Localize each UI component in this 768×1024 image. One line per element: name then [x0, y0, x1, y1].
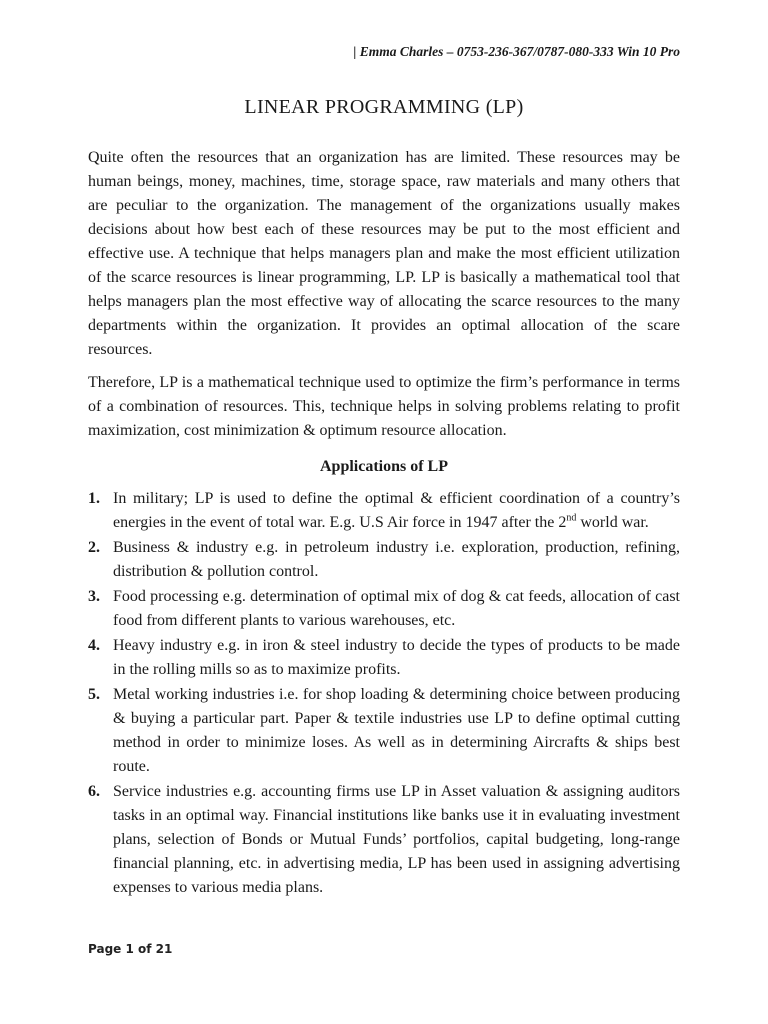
list-number: 4.	[88, 637, 100, 654]
applications-list	[88, 487, 680, 900]
list-text: Food processing e.g. determination of optimal mix of dog & cat feeds, allocation of cast food from different plants to various warehouses, etc.	[113, 588, 680, 629]
list-number: 3.	[88, 588, 100, 605]
list-number: 6.	[88, 783, 100, 800]
list-item	[88, 536, 680, 584]
list-text: Service industries e.g. accounting firms use LP in Asset valuation & assigning auditors tasks in an optimal way. Financial institutions like banks use it in evaluating investment plans, selection of Bonds or Mutual Funds’ portfolios, capital budgeting, long-range financial planning, etc. in advertising media, LP has been used in assigning advertising expenses to various media plans.	[113, 783, 680, 896]
list-text-cont: world war.	[576, 514, 649, 531]
paragraph-intro: Quite often the resources that an organization has are limited. These resources may be human beings, money, machines, time, storage space, raw materials and many others that are peculiar to the organization. The management of the organizations usually makes decisions about how best each of these resources may be put to the most efficient and effective use. A technique that helps managers plan and make the most efficient utilization of the scarce resources is linear programming, LP. LP is basically a mathematical tool that helps managers plan the most effective way of allocating the scarce resources to the many departments within the organization. It provides an optimal allocation of the scare resources.	[88, 149, 680, 358]
document-title: LINEAR PROGRAMMING (LP)	[244, 96, 524, 118]
page-number: Page 1 of 21	[88, 942, 173, 956]
list-number: 2.	[88, 539, 100, 556]
list-text: Business & industry e.g. in petroleum industry i.e. exploration, production, refining, distribution & pollution control.	[113, 539, 680, 580]
document-body	[88, 146, 680, 901]
page-header: | Emma Charles – 0753-236-367/0787-080-333 Win 10 Pro	[353, 44, 680, 59]
list-item	[88, 683, 680, 779]
list-number: 1.	[88, 490, 100, 507]
list-item	[88, 585, 680, 633]
list-item	[88, 780, 680, 900]
list-item	[88, 487, 680, 535]
section-heading: Applications of LP	[319, 458, 448, 475]
list-item	[88, 634, 680, 682]
superscript: nd	[566, 512, 577, 524]
list-text: Heavy industry e.g. in iron & steel industry to decide the types of products to be made in the rolling mills so as to maximize profits.	[113, 637, 680, 678]
list-text: Metal working industries i.e. for shop loading & determining choice between producing & buying a particular part. Paper & textile industries use LP to define optimal cutting method in order to minimize loses. As well as in determining Aircrafts & ships best route.	[113, 686, 680, 775]
paragraph-definition: Therefore, LP is a mathematical technique used to optimize the firm’s performance in terms of a combination of resources. This, technique helps in solving problems relating to profit maximization, cost minimization & optimum resource allocation.	[88, 374, 680, 439]
list-number: 5.	[88, 686, 100, 703]
list-text: In military; LP is used to define the optimal & efficient coordination of a country’s energies in the event of total war. E.g. U.S Air force in 1947 after the 2	[113, 490, 680, 531]
